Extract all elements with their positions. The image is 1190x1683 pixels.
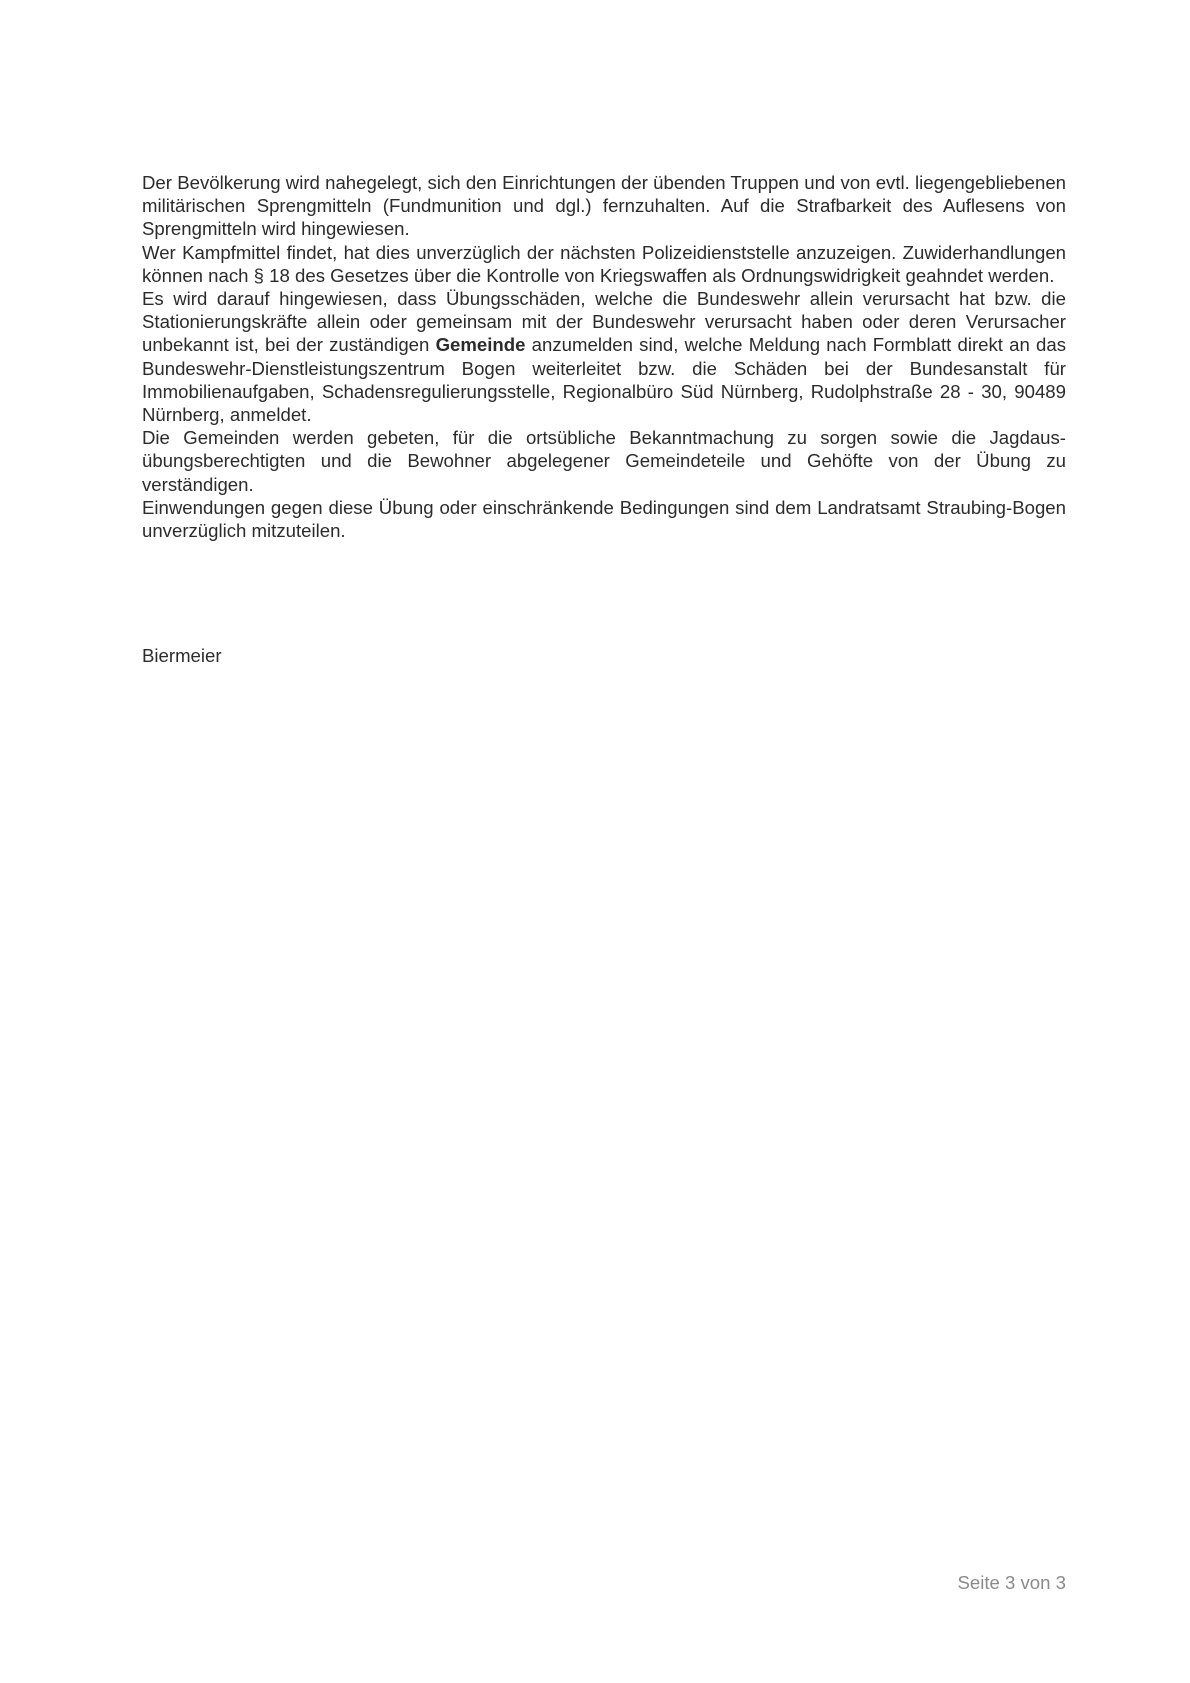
paragraph-objections: Einwendungen gegen diese Übung oder einschränkende Bedingungen sind dem Landratsamt Straubing-Bogen unverzüglich mitzuteilen. (142, 496, 1066, 542)
document-body (142, 171, 1066, 542)
damage-claims-text-start: Es wird darauf hingewiesen, dass Übungsschäden, welche die Bundeswehr allein verursacht hat bzw. die Stationierungskräfte allein oder gemeinsam mit der Bundeswehr verursacht haben oder deren Verursacher unbekannt ist, bei der zuständigen (142, 288, 1066, 356)
page-number: Seite 3 von 3 (957, 1572, 1066, 1593)
paragraph-population-notice: Der Bevölkerung wird nahegelegt, sich den Einrichtungen der übenden Truppen und von evtl. liegengebliebenen militärischen Sprengmitteln (Fundmunition und dgl.) fernzuhalten. Auf die Strafbarkeit des Auflesens von Sprengmitteln wird hingewiesen. (142, 172, 1066, 240)
damage-claims-emphasis: Gemeinde (435, 334, 526, 356)
paragraph-damage-claims (142, 287, 1066, 426)
paragraph-ordnance-report: Wer Kampfmittel findet, hat dies unverzüglich der nächsten Polizeidienststelle anzuzeigen. Zuwiderhandlungen können nach § 18 des Gesetzes über die Kontrolle von Kriegswaffen als Ordnungswidrigkeit geahndet werden. (142, 241, 1066, 286)
damage-claims-text-end: anzumelden sind, welche Meldung nach Formblatt direkt an das Bundeswehr-Dienstleistungszentrum Bogen weiterleitet bzw. die Schäden bei der Bundesanstalt für Immobilienaufgaben, Schadensregulierungsstelle, Regionalbüro Süd Nürnberg, Rudolphstraße 28 - 30, 90489 Nürnberg, anmeldet. (142, 334, 1066, 426)
paragraph-municipalities-request: Die Gemeinden werden gebeten, für die ortsübliche Bekanntmachung zu sorgen sowie die Jagdaus-übungsberechtigten und die Bewohner abgelegener Gemeindeteile und Gehöfte von der Übung zu verständigen. (142, 427, 1066, 495)
signature-name: Biermeier (142, 645, 222, 666)
